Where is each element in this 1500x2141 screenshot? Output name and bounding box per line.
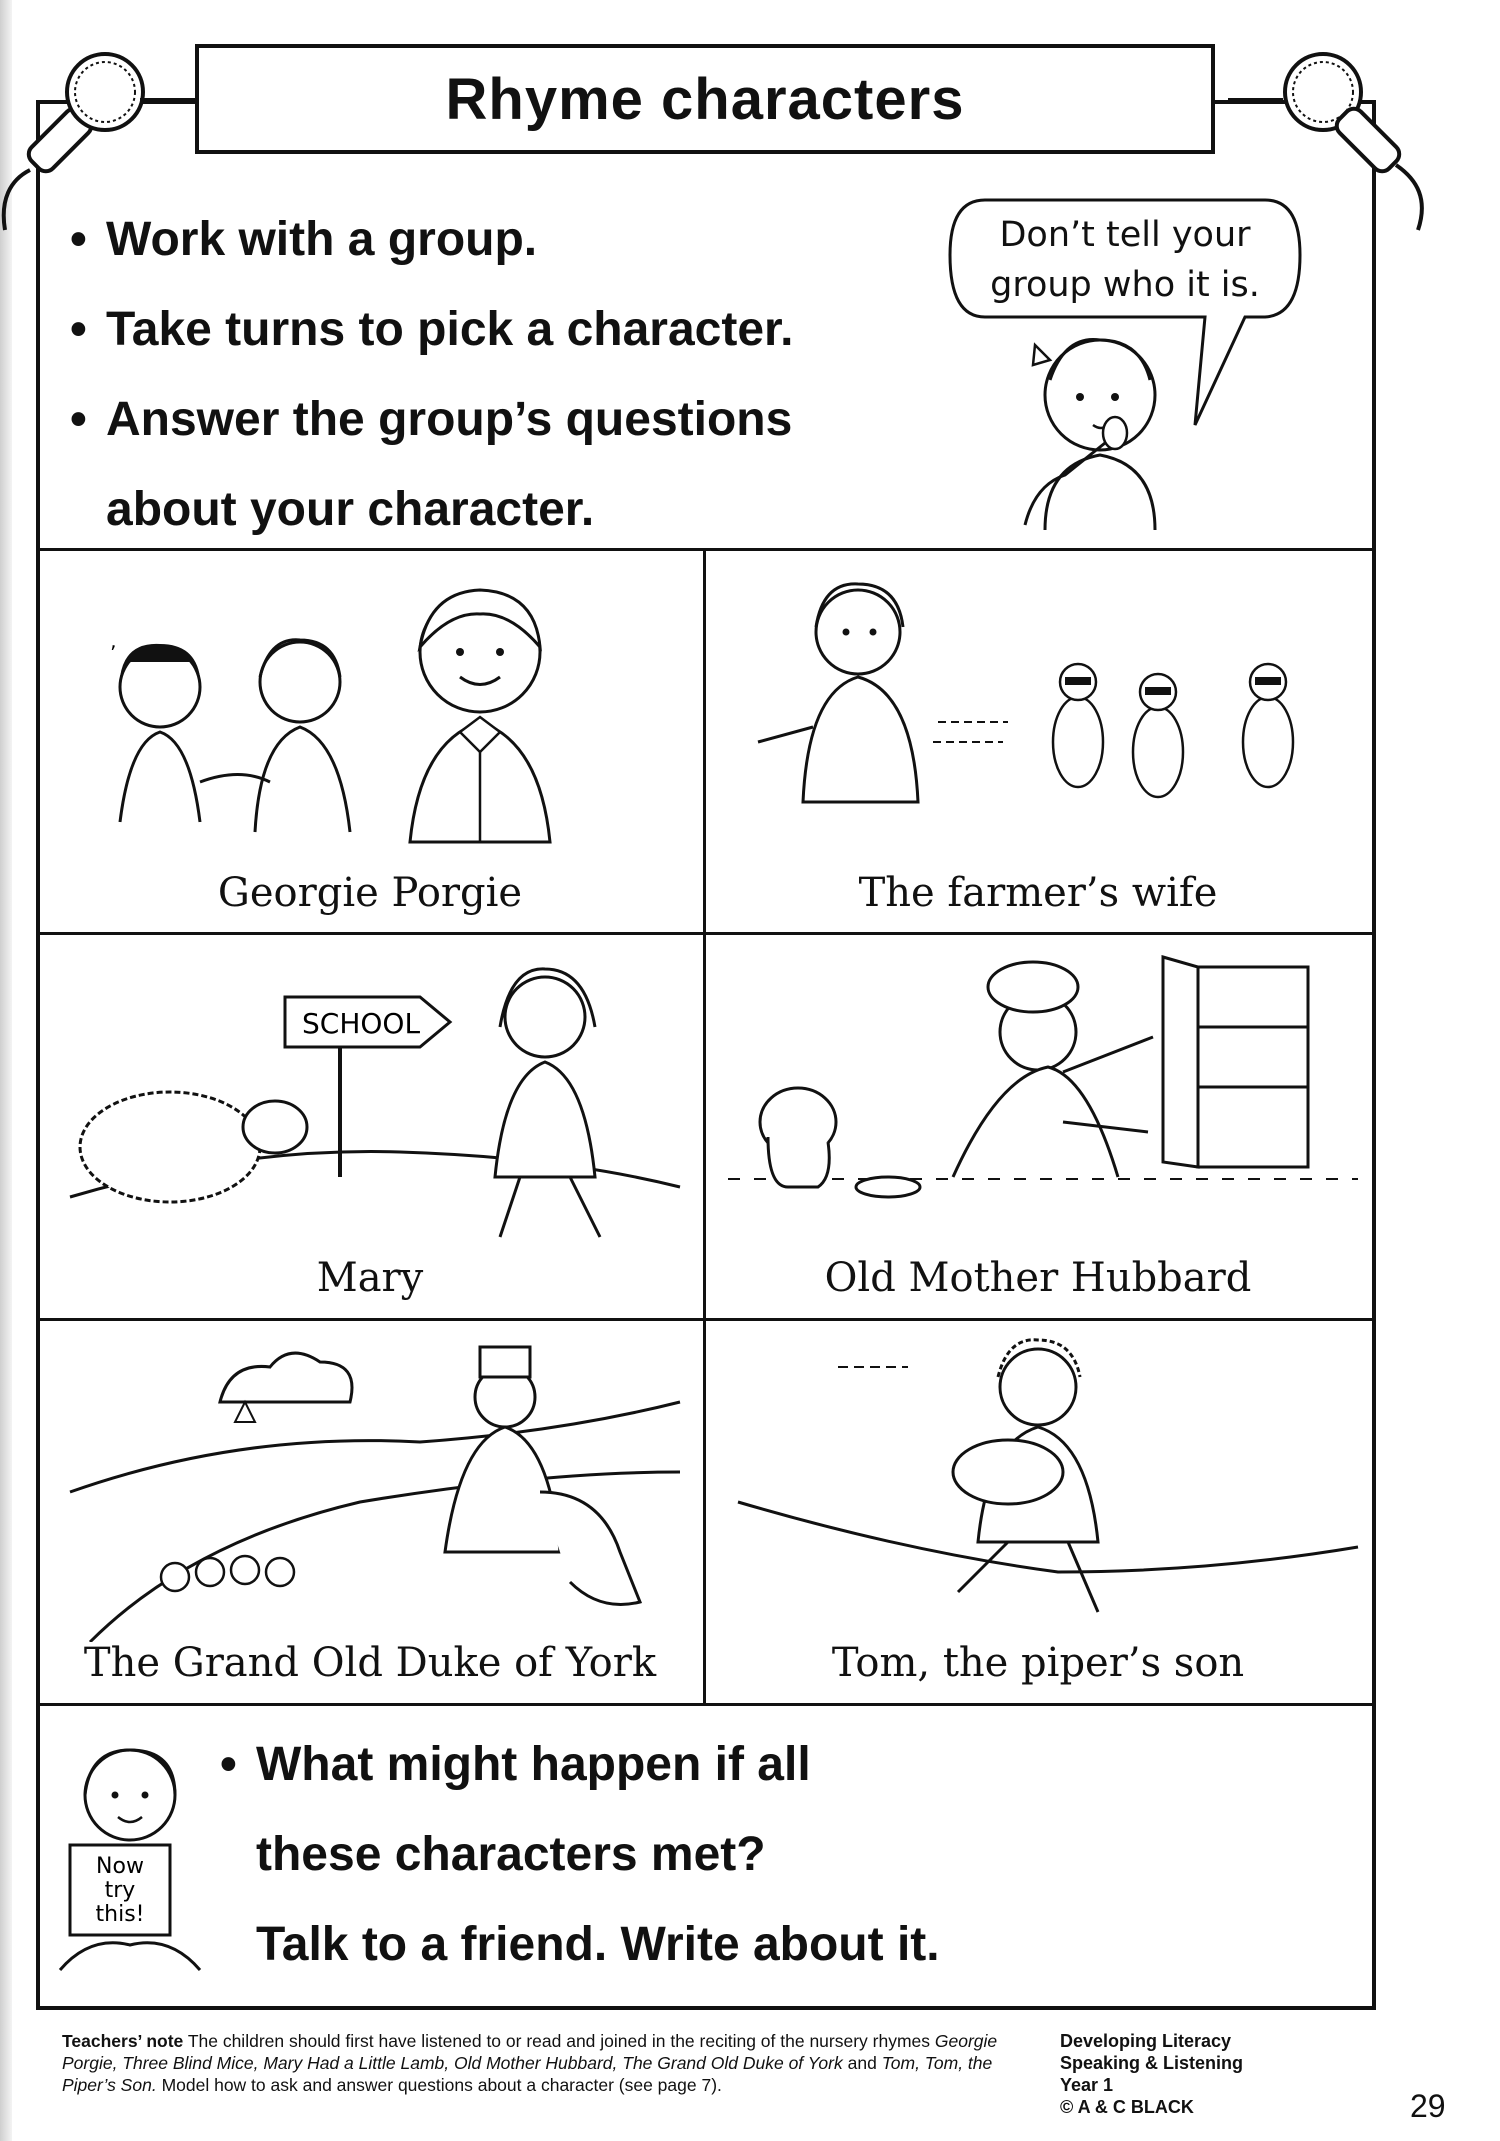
page-title: Rhyme characters (445, 66, 965, 132)
grand-old-duke-illustration (40, 1322, 700, 1642)
speech-line-2: group who it is. (990, 265, 1260, 305)
instruction-item: • Take turns to pick a character. (70, 285, 930, 375)
now-try-this-illustration (50, 1735, 210, 1975)
instruction-item-continued: about your character. (106, 483, 595, 536)
speech-line-1: Don’t tell your (999, 215, 1251, 255)
year-label: Year 1 (1060, 2075, 1114, 2095)
girl-thinking-illustration (1005, 325, 1195, 535)
old-mother-hubbard-illustration (708, 937, 1368, 1257)
speech-bubble-text (960, 210, 1290, 310)
page-edge (0, 0, 12, 2141)
character-name: Georgie Porgie (217, 870, 523, 916)
signpost-text: SCHOOL (302, 1007, 421, 1040)
teachers-note-rhymes-1: Georgie Porgie, Three Blind Mice, Mary Had a Little Lamb, Old Mother Hubbard, The Grand Old Duke of York (62, 2031, 998, 2073)
teachers-note-label: Teachers’ note (62, 2031, 184, 2051)
publication-info (1060, 2030, 1243, 2118)
final-prompt-line: these characters met? (256, 1828, 766, 1881)
copyright: © A & C BLACK (1060, 2097, 1194, 2117)
character-name: Tom, the piper’s son (831, 1640, 1245, 1686)
series-title: Developing Literacy (1060, 2031, 1232, 2051)
character-name: Old Mother Hubbard (824, 1255, 1252, 1301)
character-name: The Grand Old Duke of York (83, 1640, 657, 1686)
character-card-farmers-wife[interactable] (708, 552, 1368, 937)
teachers-note-rhymes-2: Tom, Tom, the Piper’s Son. (62, 2053, 993, 2095)
character-name: The farmer’s wife (858, 870, 1218, 916)
instructions-list (70, 195, 930, 555)
character-card-georgie-porgie[interactable] (40, 552, 700, 937)
character-card-mary[interactable] (40, 937, 700, 1322)
now-try-text-2: try (104, 1878, 136, 1903)
character-name: Mary (316, 1255, 424, 1301)
grid-line (36, 548, 1376, 551)
teachers-note-text-1: The children should first have listened to or read and joined in the reciting of the nursery rhymes (187, 2031, 931, 2051)
character-card-tom-the-pipers-son[interactable] (708, 1322, 1368, 1707)
georgie-porgie-illustration (40, 552, 700, 872)
instruction-item: • Answer the group’s questions (70, 375, 930, 465)
final-prompt (220, 1720, 1320, 1990)
character-card-grand-old-duke-of-york[interactable] (40, 1322, 700, 1707)
tom-pipers-son-illustration (708, 1322, 1368, 1642)
now-try-text-3: this! (95, 1902, 145, 1927)
mary-illustration (40, 937, 700, 1257)
title-box (195, 44, 1215, 154)
teachers-note-and: and (847, 2053, 877, 2073)
now-try-text-1: Now (96, 1854, 144, 1879)
series-subtitle: Speaking & Listening (1060, 2053, 1244, 2073)
soldiers-group (161, 1556, 294, 1591)
svg-text:ʼ: ʼ (110, 641, 117, 665)
page-number: 29 (1410, 2088, 1446, 2124)
teachers-note (62, 2030, 1042, 2096)
instruction-item: • Work with a group. (70, 195, 930, 285)
final-prompt-line: Talk to a friend. Write about it. (256, 1918, 940, 1971)
final-prompt-line: • What might happen if all (220, 1720, 1320, 1810)
farmers-wife-illustration (708, 552, 1368, 872)
grid-divider (703, 548, 706, 1706)
teachers-note-text-2: Model how to ask and answer questions about a character (see page 7). (161, 2075, 722, 2095)
character-card-old-mother-hubbard[interactable] (708, 937, 1368, 1322)
